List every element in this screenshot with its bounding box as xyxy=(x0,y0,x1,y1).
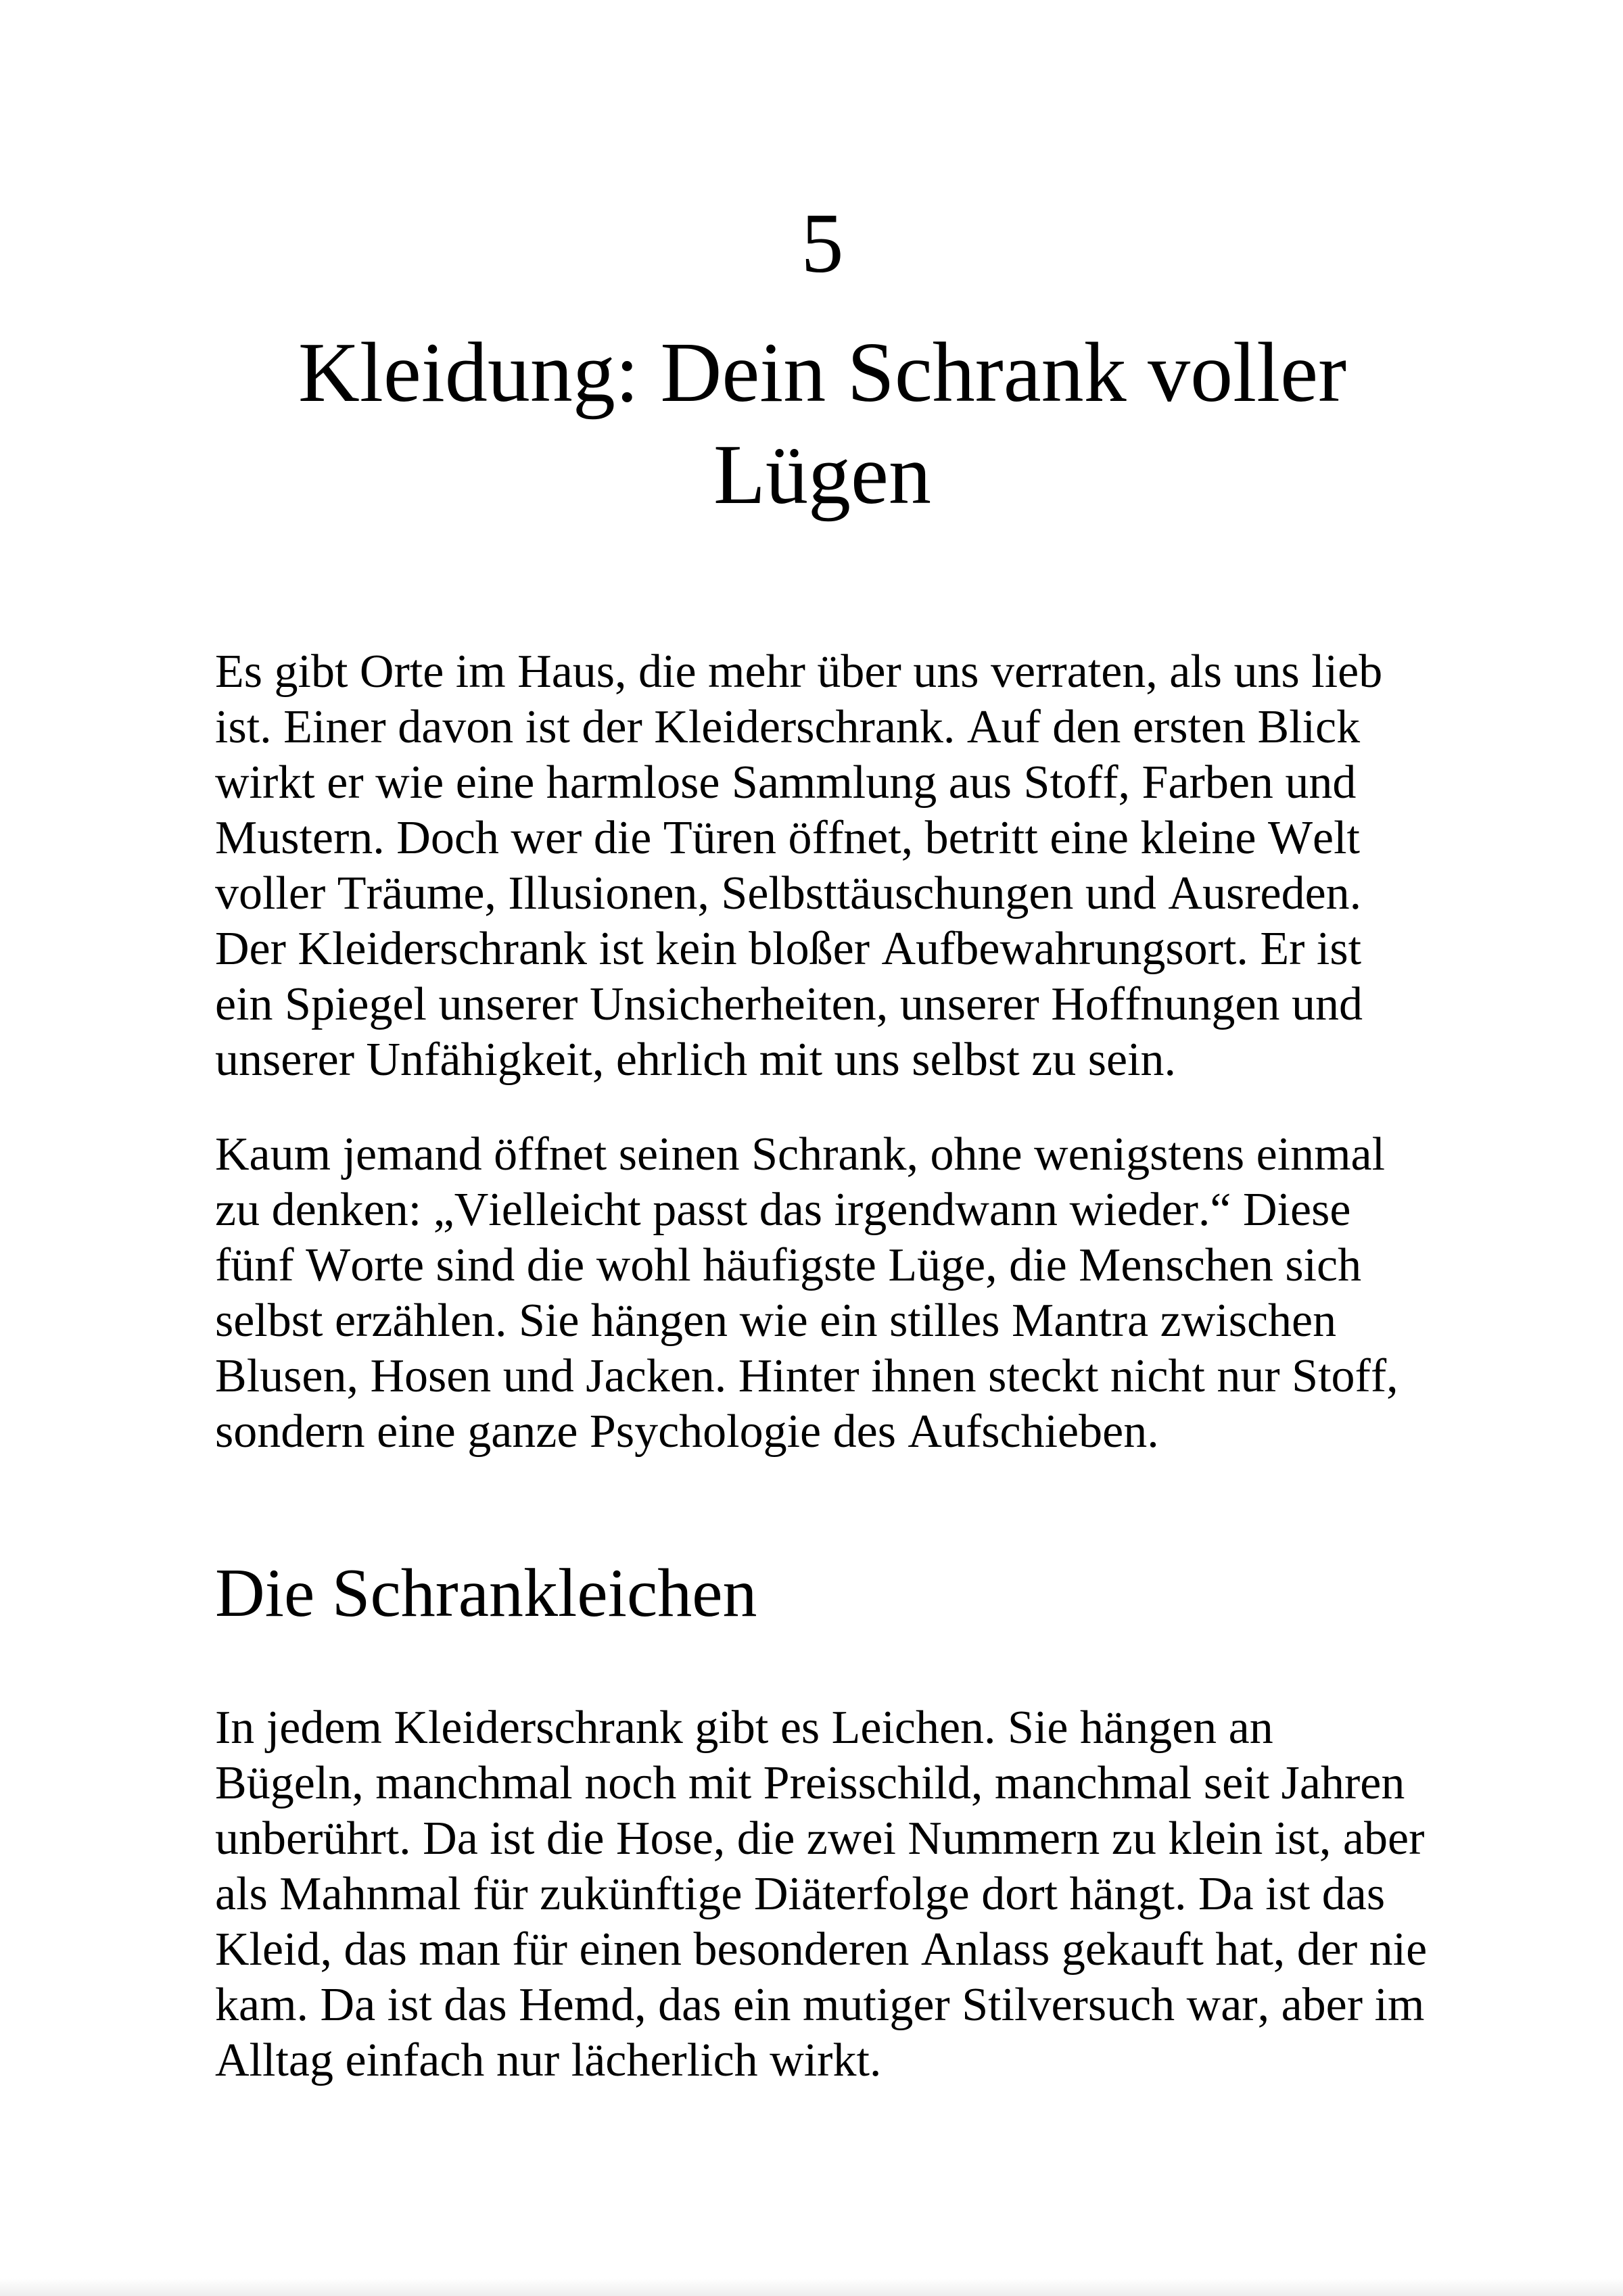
chapter-title: Kleidung: Dein Schrank voller Lügen xyxy=(298,326,1347,522)
page-bottom-edge xyxy=(0,2278,1623,2296)
section-heading: Die Schrankleichen xyxy=(215,1555,757,1631)
chapter-number: 5 xyxy=(801,197,844,291)
intro-paragraph-2: Kaum jemand öffnet seinen Schrank, ohne wenigstens einmal zu denken: „Vielleicht passt das irgendwann wieder.“ Diese fünf Worte sind die wohl häufigste Lüge, die Menschen sich selbst erzählen. Sie hängen wie ein stilles Mantra zwischen Blusen, Hosen und Jacken. Hinter ihnen steckt nicht nur Stoff, sondern eine ganze Psychologie des Aufschieben. xyxy=(215,1128,1398,1458)
section-paragraph-1: In jedem Kleiderschrank gibt es Leichen. Sie hängen an Bügeln, manchmal noch mit Preisschild, manchmal seit Jahren unberührt. Da ist die Hose, die zwei Nummern zu klein ist, aber als Mahnmal für zukünftige Diäterfolge dort hängt. Da ist das Kleid, das man für einen besonderen Anlass gekauft hat, der nie kam. Da ist das Hemd, das ein mutiger Stilversuch war, aber im Alltag einfach nur lächerlich wirkt. xyxy=(215,1702,1428,2086)
intro-paragraph-1: Es gibt Orte im Haus, die mehr über uns verraten, als uns lieb ist. Einer davon ist der Kleiderschrank. Auf den ersten Blick wirkt er wie eine harmlose Sammlung aus Stoff, Farben und Mustern. Doch wer die Türen öffnet, betritt eine kleine Welt voller Träume, Illusionen, Selbsttäuschungen und Ausreden. Der Kleiderschrank ist kein bloßer Aufbewahrungsort. Er ist ein Spiegel unserer Unsicherheiten, unserer Hoffnungen und unserer Unfähigkeit, ehrlich mit uns selbst zu sein. xyxy=(215,646,1383,1086)
page-content xyxy=(215,0,1430,2088)
